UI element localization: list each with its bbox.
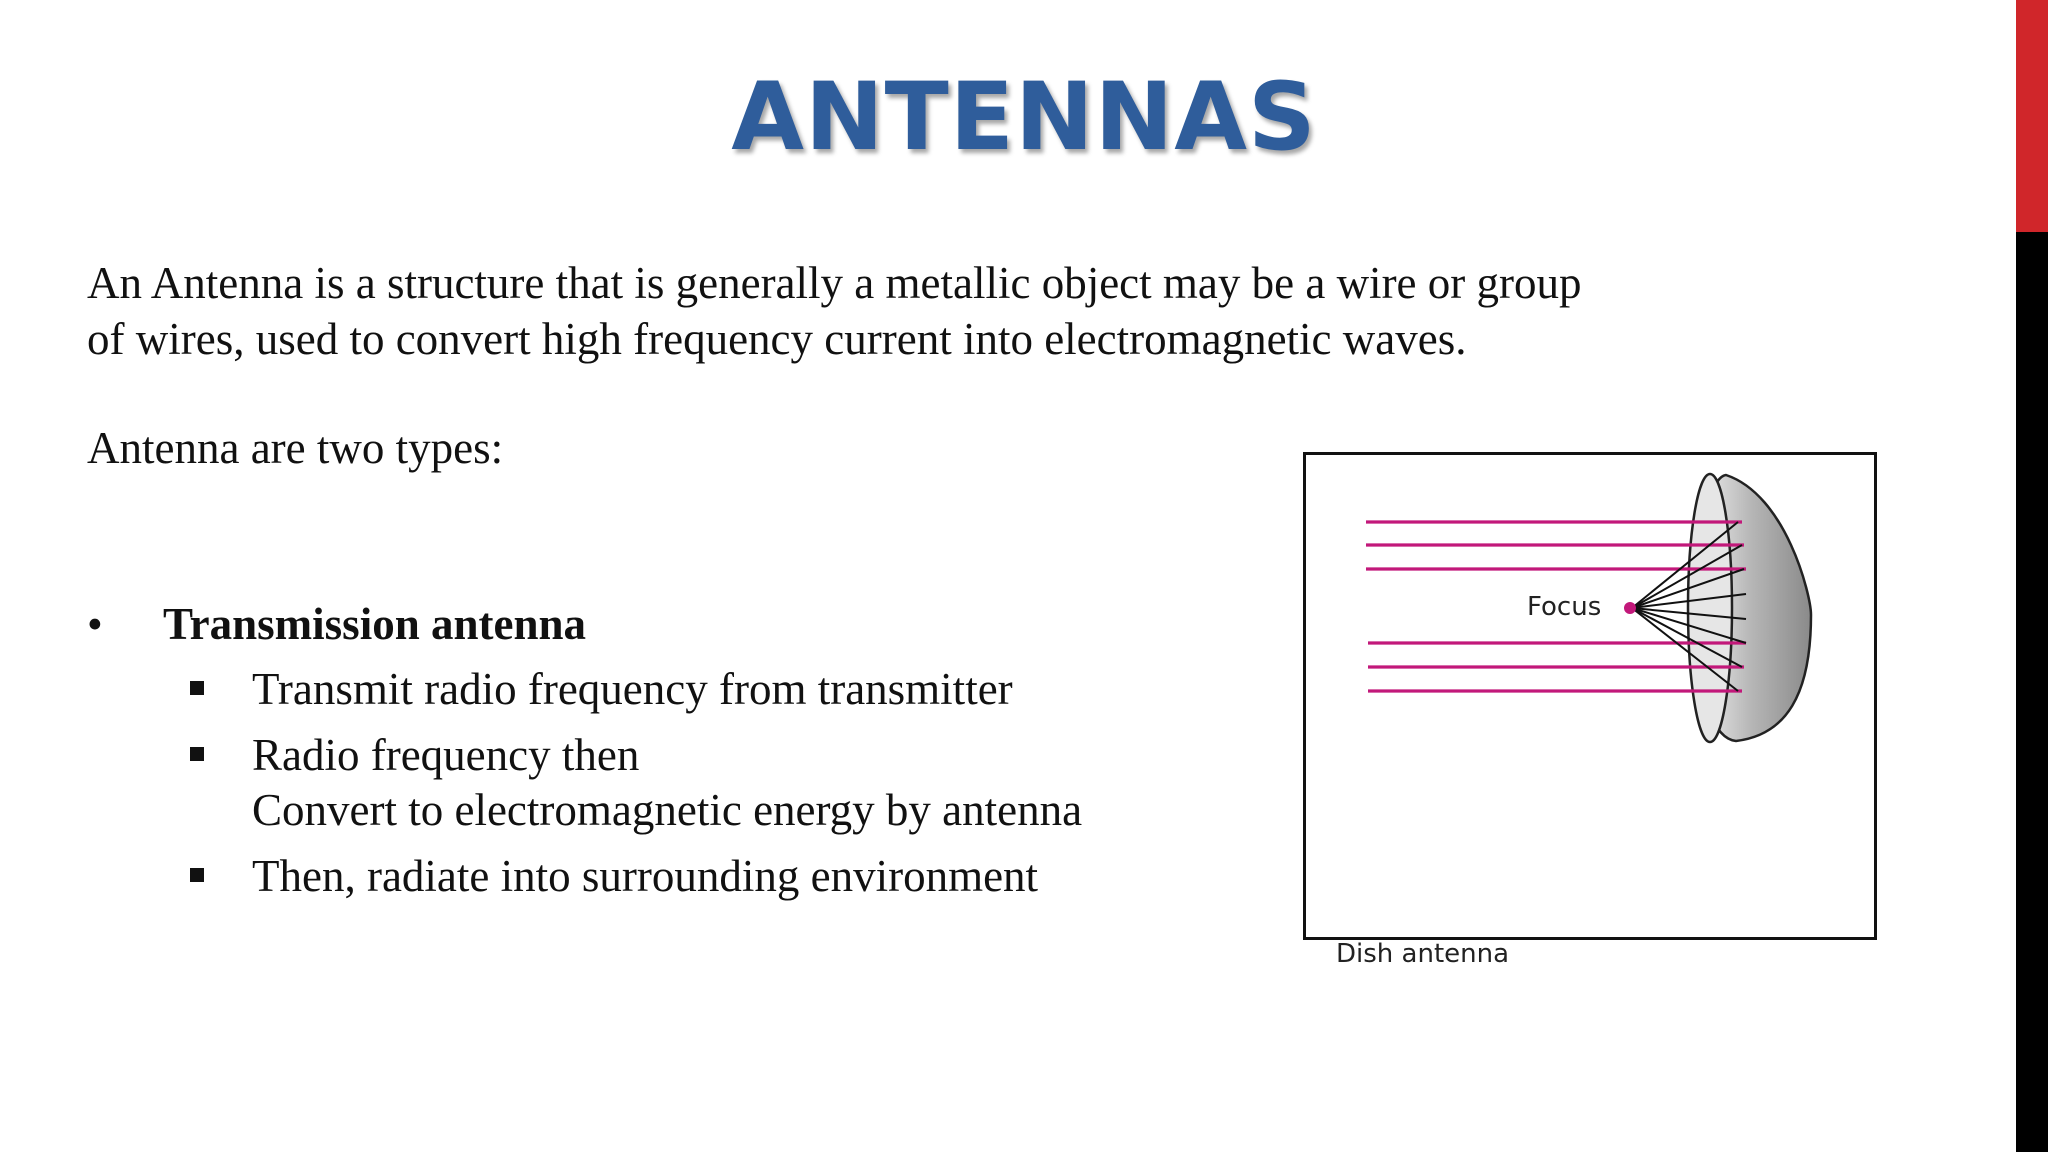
bullet-label: Transmission antenna bbox=[163, 599, 587, 649]
sub-bullet-item bbox=[190, 849, 1210, 904]
dish-rim bbox=[1688, 474, 1732, 742]
focus-point bbox=[1624, 602, 1636, 614]
sub-bullet-item bbox=[190, 662, 1210, 717]
intro-line-2: of wires, used to convert high frequency current into electromagnetic waves. bbox=[87, 314, 1467, 364]
sub-bullet-text-continued: Convert to electromagnetic energy by antenna bbox=[252, 785, 1083, 835]
dish-antenna-diagram bbox=[1306, 455, 1874, 937]
sub-bullet-list bbox=[190, 662, 1210, 915]
intro-line-1: An Antenna is a structure that is generally a metallic object may be a wire or group bbox=[87, 258, 1582, 308]
types-heading: Antenna are two types: bbox=[87, 423, 504, 473]
accent-bar-black bbox=[2016, 232, 2048, 1152]
dish-antenna-figure bbox=[1303, 452, 1877, 940]
square-bullet-icon bbox=[190, 747, 204, 761]
sub-bullet-text: Then, radiate into surrounding environment bbox=[252, 851, 1039, 901]
intro-paragraph bbox=[87, 255, 1807, 367]
sub-bullet-item bbox=[190, 728, 1210, 838]
bullet-dot: • bbox=[87, 599, 103, 649]
square-bullet-icon bbox=[190, 868, 204, 882]
sub-bullet-text: Radio frequency then bbox=[252, 730, 640, 780]
figure-caption: Dish antenna bbox=[1336, 939, 1510, 969]
sub-bullet-text: Transmit radio frequency from transmitter bbox=[252, 664, 1013, 714]
square-bullet-icon bbox=[190, 681, 204, 695]
focus-label: Focus bbox=[1527, 592, 1602, 622]
slide-title: ANTENNAS bbox=[731, 63, 1317, 172]
